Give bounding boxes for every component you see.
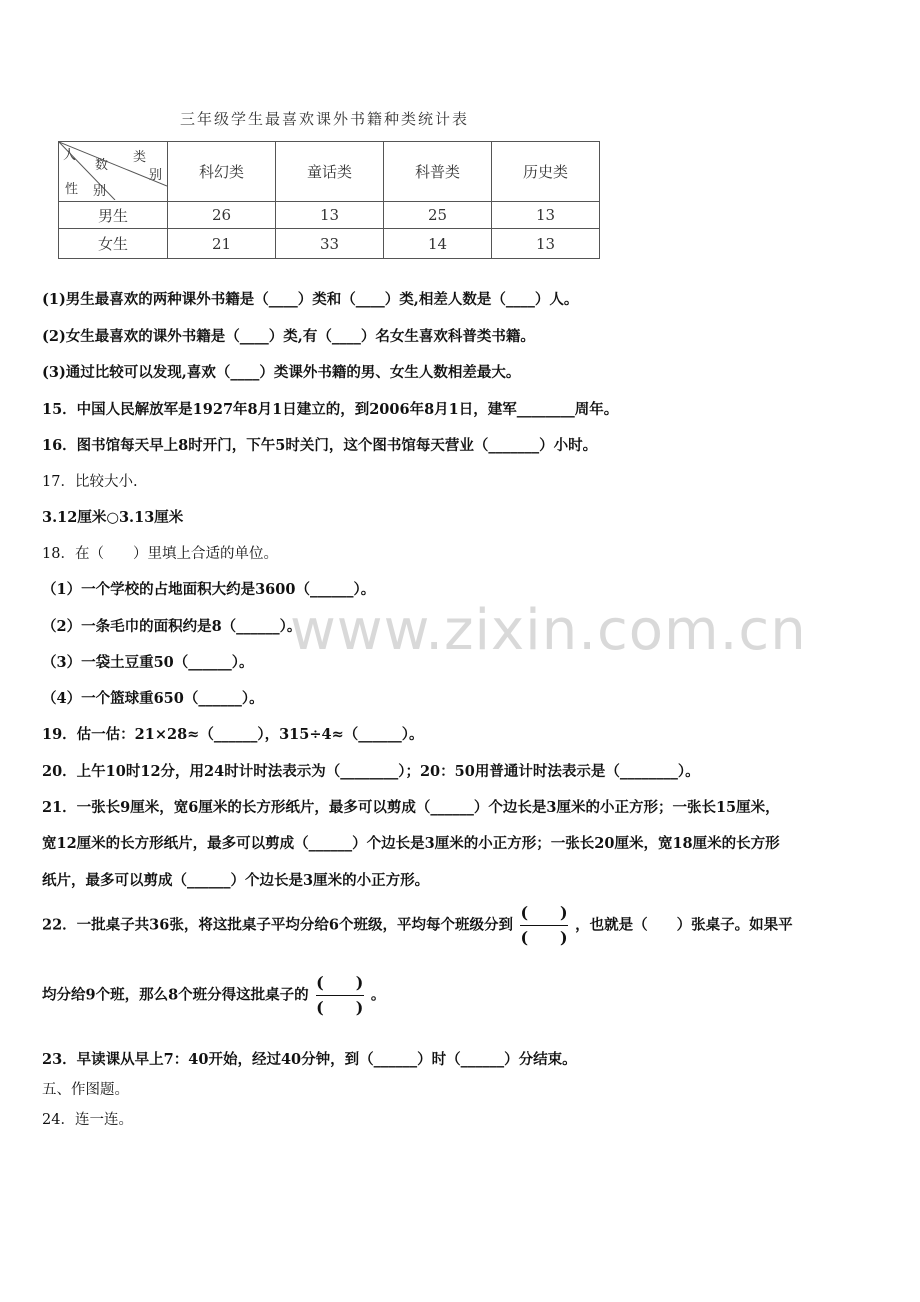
corner-label-lei: 类 — [133, 150, 147, 165]
header-science: 科普类 — [384, 142, 492, 202]
question-20: 20．上午10时12分，用24时计时法表示为（________）；20：50用普通计时法表示是（________）。 — [42, 763, 700, 780]
header-history: 历史类 — [492, 142, 600, 202]
question-22-text-b: ，也就是（ ）张桌子。如果平 — [575, 916, 793, 934]
question-18: 18．在（ ）里填上合适的单位。 — [42, 546, 278, 562]
question-18-2: （2）一条毛巾的面积约是8（______）。 — [42, 618, 302, 635]
question-21-line-2: 宽12厘米的长方形纸片，最多可以剪成（______）个边长是3厘米的小正方形；一张长20厘米，宽18厘米的长方形 — [42, 835, 780, 852]
question-14-1: (1)男生最喜欢的两种课外书籍是（____）类和（____）类,相差人数是（____）人。 — [42, 291, 579, 308]
fraction-2-bar — [316, 995, 364, 996]
cell-girls-history: 13 — [492, 229, 600, 259]
table-row-boys — [59, 202, 600, 229]
header-scifi: 科幻类 — [168, 142, 276, 202]
question-19: 19．估一估：21×28≈（______），315÷4≈（______）。 — [42, 726, 424, 743]
corner-label-xing: 性 — [65, 182, 79, 197]
corner-label-ren: 人 — [63, 148, 77, 163]
cell-boys-scifi: 26 — [168, 202, 276, 229]
header-fairytale: 童话类 — [276, 142, 384, 202]
fraction-1-numerator: ( ) — [520, 903, 568, 922]
question-16: 16．图书馆每天早上8时开门，下午5时关门，这个图书馆每天营业（_______）小时。 — [42, 437, 598, 454]
question-18-3: （3）一袋土豆重50（______）。 — [42, 654, 254, 671]
question-22-text-a: 22．一批桌子共36张，将这批桌子平均分给6个班级，平均每个班级分到 — [42, 916, 513, 934]
table-row-girls — [59, 229, 600, 259]
fraction-2-numerator: ( ) — [316, 973, 364, 992]
cell-boys-history: 13 — [492, 202, 600, 229]
question-22-line-1 — [42, 903, 793, 948]
question-22-line-2 — [42, 973, 385, 1018]
fraction-1-denominator: ( ) — [520, 928, 568, 947]
fraction-blank-1 — [520, 903, 568, 948]
cell-boys-fairytale: 13 — [276, 202, 384, 229]
table-title: 三年级学生最喜欢课外书籍种类统计表 — [180, 110, 470, 128]
section-5-heading: 五、作图题。 — [42, 1082, 129, 1098]
fraction-blank-2 — [316, 973, 364, 1018]
row-label-boys: 男生 — [59, 202, 168, 229]
question-14-3: (3)通过比较可以发现,喜欢（____）类课外书籍的男、女生人数相差最大。 — [42, 364, 521, 381]
question-22-text-c: 均分给9个班，那么8个班分得这批桌子的 — [42, 986, 309, 1004]
question-18-4: （4）一个篮球重650（______）。 — [42, 690, 264, 707]
question-21-line-3: 纸片，最多可以剪成（______）个边长是3厘米的小正方形。 — [42, 872, 430, 889]
question-17: 17．比较大小. — [42, 474, 138, 490]
cell-boys-science: 25 — [384, 202, 492, 229]
question-23: 23．早读课从早上7：40开始，经过40分钟，到（______）时（______）分结束。 — [42, 1051, 577, 1068]
question-15: 15．中国人民解放军是1927年8月1日建立的，到2006年8月1日，建军________周年。 — [42, 401, 619, 418]
row-label-girls: 女生 — [59, 229, 168, 259]
question-22-text-d: 。 — [370, 986, 386, 1004]
watermark: www.zixin.com.cn — [290, 598, 807, 663]
corner-label-shu: 数 — [95, 158, 109, 173]
cell-girls-science: 14 — [384, 229, 492, 259]
question-21-line-1: 21．一张长9厘米，宽6厘米的长方形纸片，最多可以剪成（______）个边长是3厘米的小正方形；一张长15厘米， — [42, 799, 780, 816]
fraction-1-bar — [520, 925, 568, 926]
table-corner-cell — [59, 142, 168, 202]
question-24: 24．连一连。 — [42, 1112, 133, 1128]
cell-girls-scifi: 21 — [168, 229, 276, 259]
corner-label-bie2: 别 — [93, 184, 107, 199]
cell-girls-fairytale: 33 — [276, 229, 384, 259]
question-17-compare: 3.12厘米○3.13厘米 — [42, 509, 184, 526]
book-preference-table — [58, 141, 600, 259]
corner-label-bie1: 别 — [149, 168, 163, 183]
question-14-2: (2)女生最喜欢的课外书籍是（____）类,有（____）名女生喜欢科普类书籍。 — [42, 328, 535, 345]
question-18-1: （1）一个学校的占地面积大约是3600（______）。 — [42, 581, 376, 598]
table-header-row — [59, 142, 600, 202]
fraction-2-denominator: ( ) — [316, 998, 364, 1017]
